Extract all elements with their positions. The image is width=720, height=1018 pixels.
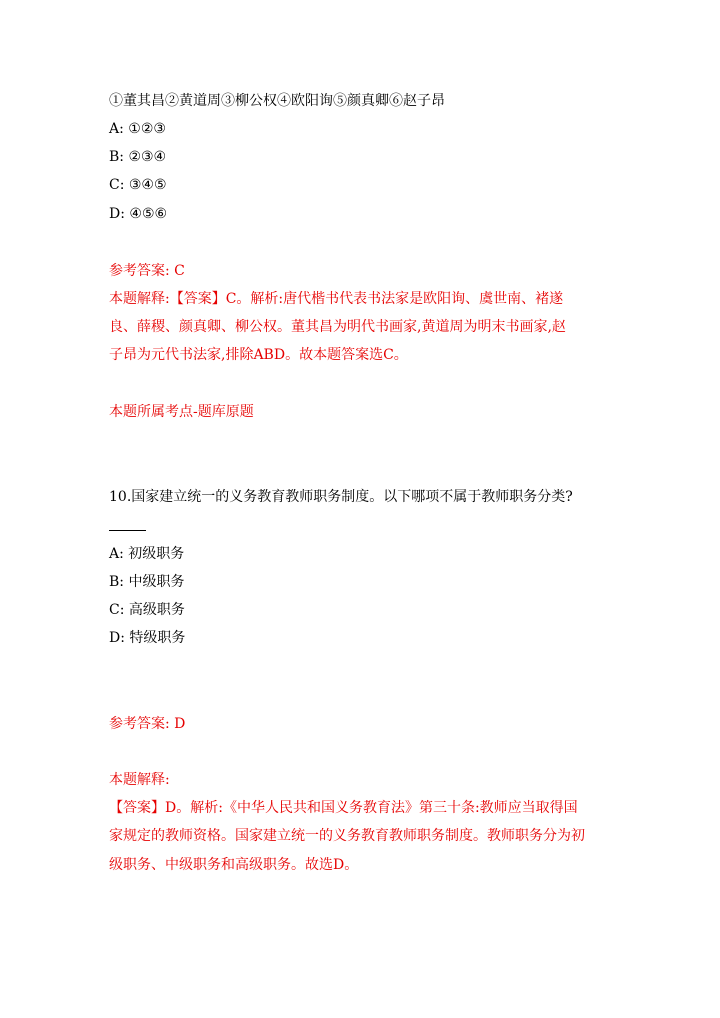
q10-option-a: A: 初级职务 <box>109 546 185 562</box>
q9-explanation-line-2: 良、薛稷、颜真卿、柳公权。董其昌为明代书画家,黄道周为明末书画家,赵 <box>109 319 566 335</box>
q10-answer: 参考答案: D <box>109 716 186 732</box>
q9-option-c: C: ③④⑤ <box>109 177 167 193</box>
q10-explanation-label: 本题解释: <box>109 772 170 788</box>
q9-explanation-line-1: 本题解释:【答案】C。解析:唐代楷书代表书法家是欧阳询、虞世南、褚遂 <box>109 291 564 307</box>
q9-answer: 参考答案: C <box>109 263 185 279</box>
q10-question-text: 10.国家建立统一的义务教育教师职务制度。以下哪项不属于教师职务分类? <box>109 489 573 505</box>
q9-category: 本题所属考点-题库原题 <box>109 404 254 420</box>
q9-option-b: B: ②③④ <box>109 149 167 165</box>
q10-option-b: B: 中级职务 <box>109 574 185 590</box>
q9-option-a: A: ①②③ <box>109 121 166 137</box>
q9-explanation-line-3: 子昂为元代书法家,排除ABD。故本题答案选C。 <box>109 347 408 363</box>
q10-explanation-line-1: 【答案】D。解析:《中华人民共和国义务教育法》第三十条:教师应当取得国 <box>109 800 578 816</box>
q10-explanation-line-3: 级职务、中级职务和高级职务。故选D。 <box>109 857 359 873</box>
q10-option-c: C: 高级职务 <box>109 602 185 618</box>
q9-question-text: ①董其昌②黄道周③柳公权④欧阳询⑤颜真卿⑥赵子昂 <box>109 93 445 109</box>
q10-option-d: D: 特级职务 <box>109 630 186 646</box>
q10-explanation-line-2: 家规定的教师资格。国家建立统一的义务教育教师职务制度。教师职务分为初 <box>109 828 585 844</box>
q9-option-d: D: ④⑤⑥ <box>109 206 168 222</box>
answer-blank-line <box>109 530 146 531</box>
